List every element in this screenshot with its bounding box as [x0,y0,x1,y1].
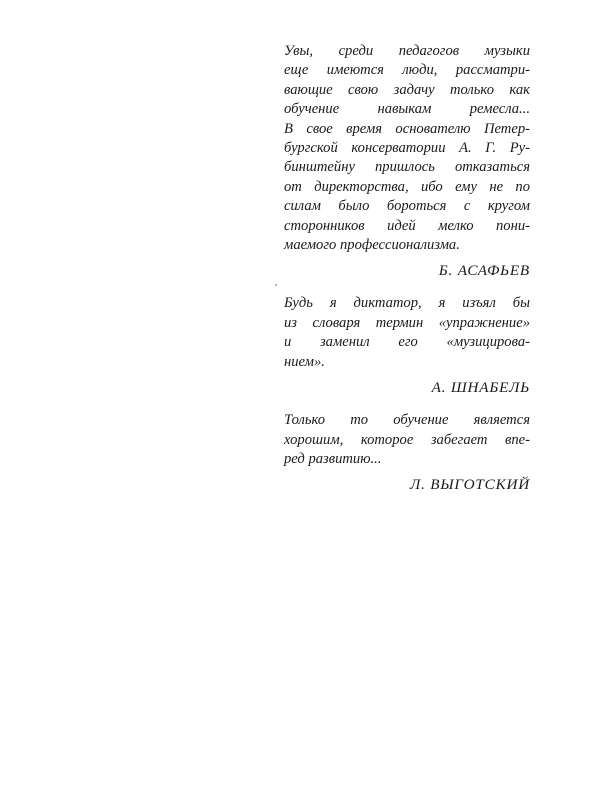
epigraph-text [284,411,530,469]
text-line: Будь я диктатор, я изъял бы [284,295,530,312]
text-line: сторонников идей мелко пони- [284,217,530,234]
epigraph-asafiev [284,42,530,281]
epigraphs [284,42,530,495]
text-line: Увы, среди педагогов музыки [284,43,530,59]
text-line: нием». [284,353,325,370]
text-line: из словаря термин «упражнение» [284,314,530,331]
epigraph-author: А. ШНАБЕЛЬ [431,379,530,397]
text-line: бинштейну пришлось отказаться [284,159,530,176]
text-line: силам было бороться с кругом [284,198,530,215]
text-line: Только то обучение является [284,412,530,429]
text-line: ред развитию... [284,450,382,467]
text-line: от директорства, ибо ему не по [284,178,530,195]
epigraph-text [284,42,530,255]
text-line: обучение навыкам ремесла... [284,101,530,118]
text-line: маемого профессионализма. [284,237,460,254]
scan-speck: ′ [275,282,278,294]
text-line: В свое время основателю Петер- [284,120,530,137]
text-line: хорошим, которое забегает впе- [284,431,530,448]
text-line: бургской консерватории А. Г. Ру- [284,140,530,157]
epigraph-text [284,294,530,372]
epigraph-author: Л. ВЫГОТСКИЙ [409,476,530,494]
text-line: вающие свою задачу только как [284,81,530,98]
text-line: и заменил его «музицирова- [284,334,530,351]
text-line: еще имеются люди, рассматри- [284,62,530,79]
epigraph-author: Б. АСАФЬЕВ [438,262,530,280]
epigraph-schnabel [284,294,530,398]
epigraph-vygotsky [284,411,530,495]
